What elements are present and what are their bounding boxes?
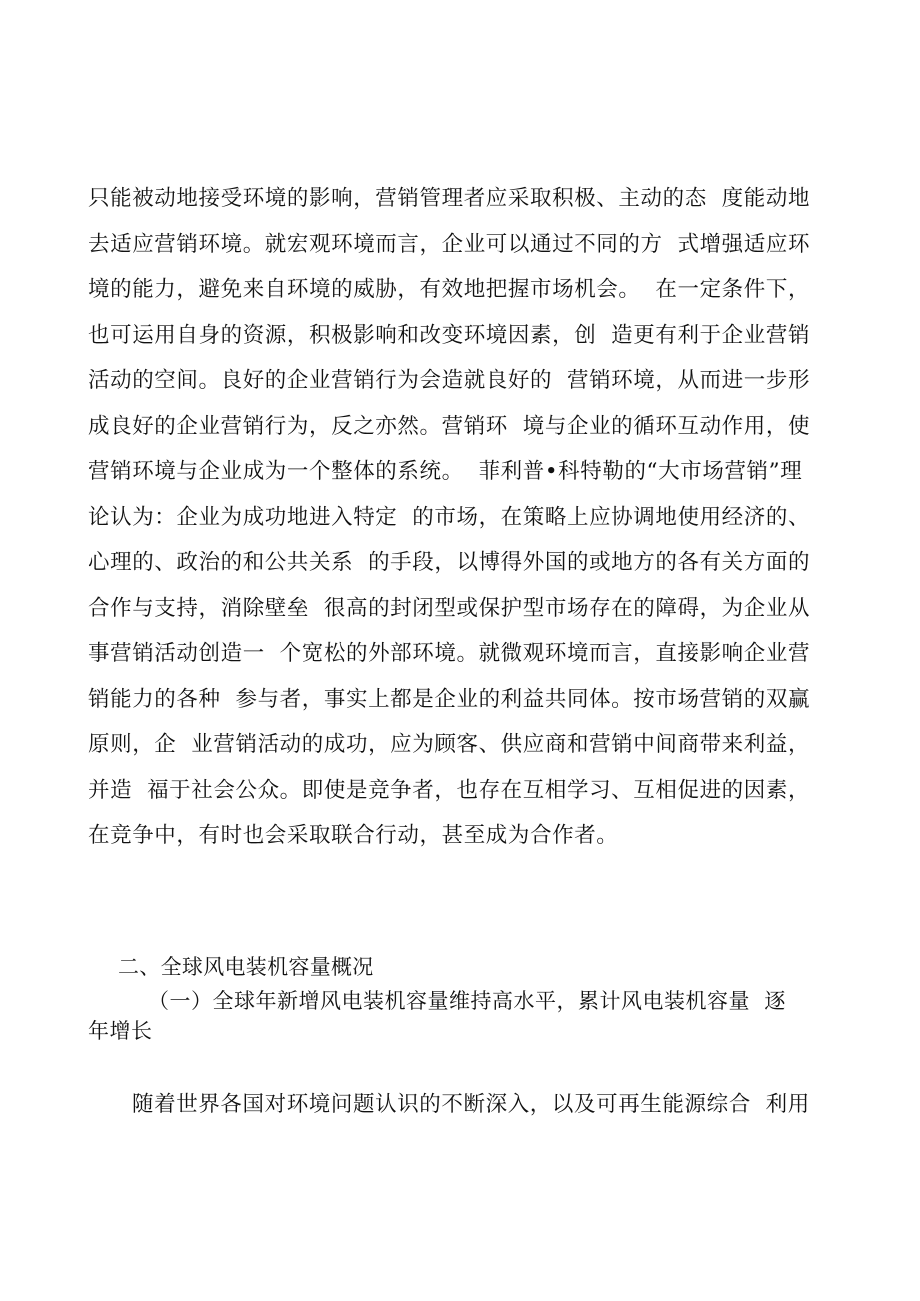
paragraph-line: 原则，企 业营销活动的成功，应为顾客、供应商和营销中间商带来利益， <box>88 732 811 757</box>
paragraph-line: 在竞争中，有时也会采取联合行动，甚至成为合作者。 <box>88 823 619 848</box>
paragraph-line: 去适应营销环境。就宏观环境而言，企业可以通过不同的方 式增强适应环 <box>88 231 811 257</box>
paragraph-line: 营销环境与企业成为一个整体的系统。 菲利普•科特勒的“大市场营销”理 <box>88 459 803 484</box>
body-paragraph <box>88 176 848 859</box>
subsection-heading-line: 年增长 <box>88 1019 153 1043</box>
paragraph-line: 事营销活动创造一 个宽松的外部环境。就微观环境而言，直接影响企业营 <box>88 641 811 666</box>
paragraph-line: 境的能力，避免来自环境的威胁，有效地把握市场机会。 在一定条件下， <box>88 277 811 302</box>
paragraph-line: 只能被动地接受环境的影响，营销管理者应采取积极、主动的态 度能动地 <box>88 186 811 211</box>
paragraph-line: 心理的、政治的和公共关系 的手段，以博得外国的或地方的各有关方面的 <box>88 550 811 575</box>
paragraph-line: 并造 福于社会公众。即使是竞争者，也存在互相学习、互相促进的因素， <box>88 777 811 803</box>
subsection-heading-line: （一）全球年新增风电装机容量维持高水平，累计风电装机容量 逐 <box>148 989 786 1013</box>
paragraph-line: 活动的空间。良好的企业营销行为会造就良好的 营销环境，从而进一步形 <box>88 368 811 393</box>
paragraph-line: 成良好的企业营销行为，反之亦然。营销环 境与企业的循环互动作用，使 <box>88 413 811 439</box>
subsection-heading <box>88 986 838 1046</box>
paragraph-line: 合作与支持，消除壁垒 很高的封闭型或保护型市场存在的障碍，为企业从 <box>88 595 811 621</box>
paragraph-line: 论认为：企业为成功地进入特定 的市场，在策略上应协调地使用经济的、 <box>88 504 811 530</box>
paragraph-line: 也可运用自身的资源，积极影响和改变环境因素，创 造更有利于企业营销 <box>88 322 811 348</box>
section-heading: 二、全球风电装机容量概况 <box>118 955 374 979</box>
next-paragraph-line: 随着世界各国对环境问题认识的不断深入，以及可再生能源综合 利用 <box>132 1092 810 1117</box>
paragraph-line: 销能力的各种 参与者，事实上都是企业的利益共同体。按市场营销的双赢 <box>88 686 811 712</box>
